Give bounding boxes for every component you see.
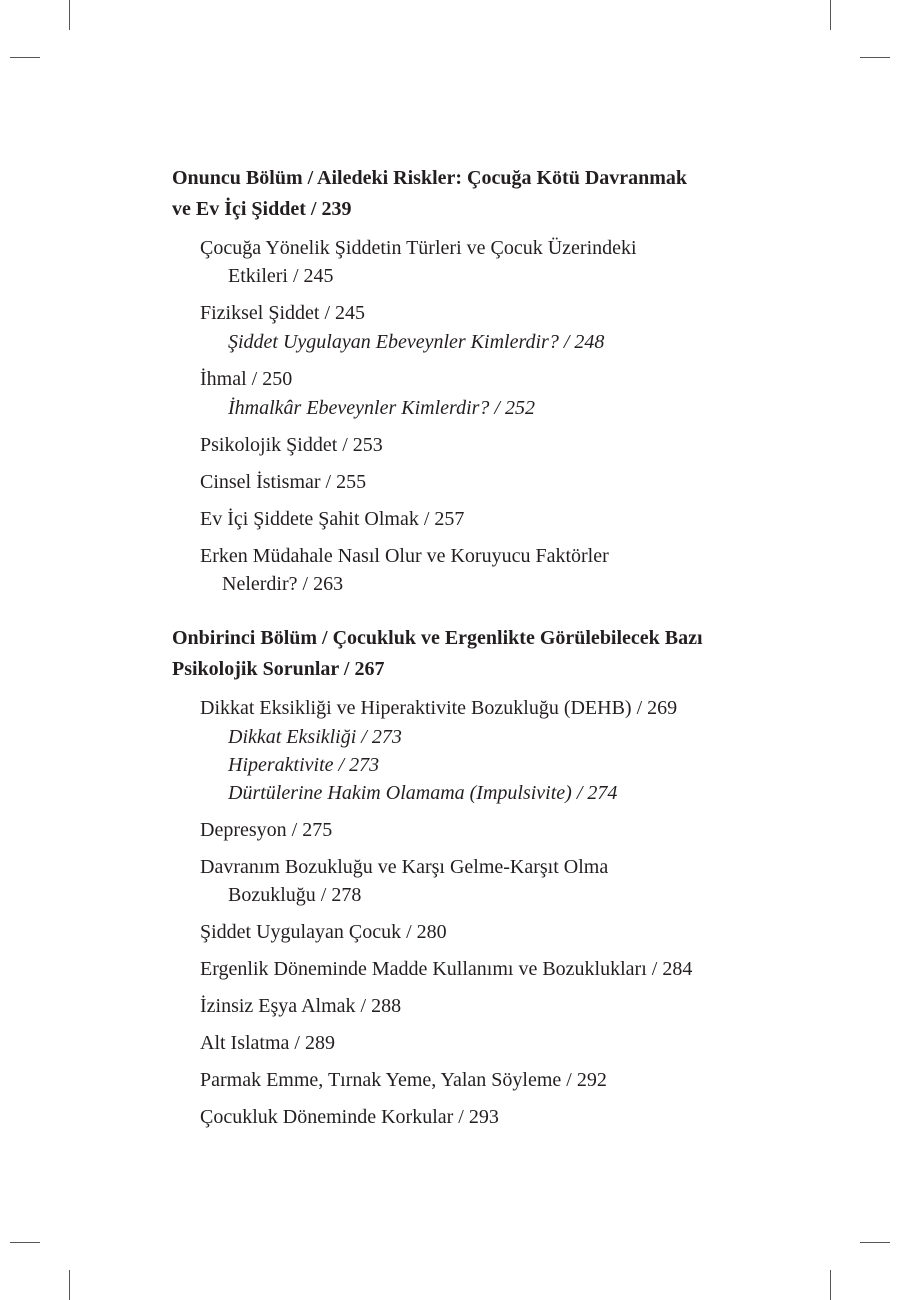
toc-entry-text: Çocuğa Yönelik Şiddetin Türleri ve Çocuk Üzerindeki <box>200 237 637 259</box>
toc-entry: Dikkat Eksikliği ve Hiperaktivite Bozukluğu (DEHB) / 269 <box>200 697 678 719</box>
toc-subentry: İhmalkâr Ebeveynler Kimlerdir? / 252 <box>228 397 535 419</box>
toc-subentry: Hiperaktivite / 273 <box>228 754 380 776</box>
toc-entry-text: Bozukluğu / 278 <box>228 884 362 906</box>
toc-entry: Çocukluk Döneminde Korkular / 293 <box>200 1106 499 1128</box>
toc-entry-text: Erken Müdahale Nasıl Olur ve Koruyucu Faktörler <box>200 545 609 567</box>
toc-entry <box>200 853 812 909</box>
toc-entry: Psikolojik Şiddet / 253 <box>200 434 383 456</box>
toc-entry: Depresyon / 275 <box>200 819 333 841</box>
chapter-heading-line: Onbirinci Bölüm / Çocukluk ve Ergenlikte Görülebilecek Bazı <box>172 627 703 649</box>
toc-entry: Fiziksel Şiddet / 245 <box>200 302 365 324</box>
chapter-heading <box>172 623 812 685</box>
toc-entry: Cinsel İstismar / 255 <box>200 471 367 493</box>
crop-mark-top-left <box>10 57 40 58</box>
toc-entry: İzinsiz Eşya Almak / 288 <box>200 995 402 1017</box>
toc-entry: Ev İçi Şiddete Şahit Olmak / 257 <box>200 508 465 530</box>
toc-entry: Ergenlik Döneminde Madde Kullanımı ve Bozuklukları / 284 <box>200 958 693 980</box>
crop-mark-bottom-left <box>69 1270 70 1300</box>
toc-subentry: Dikkat Eksikliği / 273 <box>228 726 402 748</box>
toc-subentry: Dürtülerine Hakim Olamama (Impulsivite) / 274 <box>228 782 618 804</box>
toc-entry: Şiddet Uygulayan Çocuk / 280 <box>200 921 447 943</box>
toc-entry: İhmal / 250 <box>200 368 293 390</box>
toc-entry: Alt Islatma / 289 <box>200 1032 335 1054</box>
toc-entry-text: Nelerdir? / 263 <box>222 573 344 595</box>
chapter-heading-line: Onuncu Bölüm / Ailedeki Riskler: Çocuğa Kötü Davranmak <box>172 167 688 189</box>
toc-subentry: Şiddet Uygulayan Ebeveynler Kimlerdir? / 248 <box>228 331 605 353</box>
chapter-heading-line: Psikolojik Sorunlar / 267 <box>172 658 385 680</box>
chapter-heading <box>172 163 812 225</box>
table-of-contents <box>172 163 812 1140</box>
chapter-heading-line: ve Ev İçi Şiddet / 239 <box>172 198 352 220</box>
crop-mark-bottom-right <box>860 1242 890 1243</box>
crop-mark-top-right <box>830 0 831 30</box>
toc-entry-text: Davranım Bozukluğu ve Karşı Gelme-Karşıt Olma <box>200 856 609 878</box>
crop-mark-bottom-left <box>10 1242 40 1243</box>
crop-mark-top-left <box>69 0 70 30</box>
toc-entry <box>200 234 812 290</box>
toc-entry: Parmak Emme, Tırnak Yeme, Yalan Söyleme / 292 <box>200 1069 607 1091</box>
crop-mark-bottom-right <box>830 1270 831 1300</box>
toc-entry-text: Etkileri / 245 <box>228 265 334 287</box>
crop-mark-top-right <box>860 57 890 58</box>
toc-entry <box>200 542 812 598</box>
